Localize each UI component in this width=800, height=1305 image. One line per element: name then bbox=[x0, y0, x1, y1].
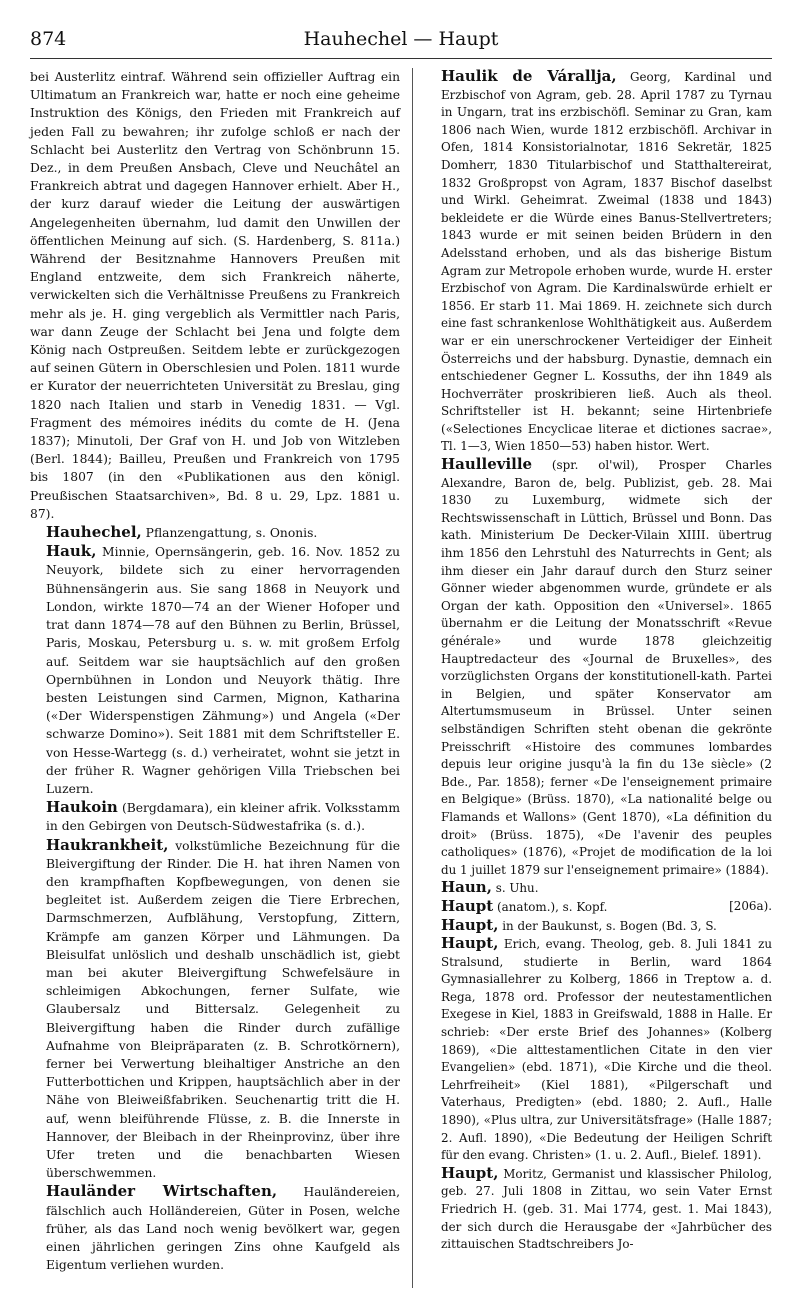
headword: Hauländer Wirtschaften, bbox=[46, 1182, 278, 1201]
entry-haukrankheit bbox=[30, 836, 400, 1183]
entry-text: Moritz, Germanist und klassischer Philolog, geb. 27. Juli 1808 in Zittau, wo sein Vater Ernst Friedrich H. (geb. 31. Mai 1774, gest. 1. Mai 1843), der sich durch die Herausgabe der «Jahrbücher des zittauischen Stadtschreibers Jo- bbox=[441, 1166, 772, 1252]
headword: Hauhechel, bbox=[46, 523, 142, 542]
headword: Haupt, bbox=[441, 1163, 499, 1182]
entry-haulleville bbox=[425, 456, 772, 879]
entry-hauk bbox=[30, 542, 400, 798]
headword: Haupt, bbox=[441, 934, 499, 953]
left-column bbox=[30, 68, 400, 1274]
entry-text: Minnie, Opernsängerin, geb. 16. Nov. 1852 zu Neuyork, bildete sich zu einer hervorragenden Bühnensängerin aus. Sie sang 1868 in Neuyork und London, wirkte 1870—74 an der Wiener Hofoper und trat dann 1874—78 auf den Bühnen zu Berlin, Brüssel, Paris, Moskau, Petersburg u. s. w. mit großem Erfolg auf. Seitdem war sie hauptsächlich auf den großen Opernbühnen in London und Neuyork thätig. Ihre besten Leistungen sind Carmen, Mignon, Katharina («Der Widerspenstigen Zähmung») und Angela («Der schwarze Domino»). Seit 1881 mit dem Schriftsteller E. von Hesse-Wartegg (s. d.) verheiratet, wohnt sie jetzt in der früher R. Wagner gehörigen Villa Triebschen bei Luzern. bbox=[46, 545, 400, 796]
running-title: Hauhechel — Haupt bbox=[303, 28, 499, 50]
headword: Haukoin bbox=[46, 798, 118, 817]
headword: Haun, bbox=[441, 878, 492, 897]
headword: Haupt, bbox=[441, 915, 499, 934]
entry-text: Hauländereien, fälschlich auch Holländereien, Güter in Posen, welche früher, als das Land noch wenig bevölkert war, gegen einen jährlichen geringen Zins ohne Kaufgeld als Eigentum verliehen wurden. bbox=[46, 1185, 400, 1273]
entry-haun bbox=[425, 879, 772, 898]
page-number: 874 bbox=[30, 28, 67, 50]
entry-haulaender-wirtschaften bbox=[30, 1182, 400, 1274]
headword: Hauk, bbox=[46, 542, 97, 561]
entry-haupt-anatom bbox=[425, 898, 772, 917]
headword: Haupt bbox=[441, 896, 494, 915]
entry-hauhechel bbox=[30, 523, 400, 542]
right-column bbox=[425, 68, 772, 1254]
entry-haupt-moritz bbox=[425, 1165, 772, 1254]
headword: Haulik de Várallja, bbox=[441, 67, 617, 85]
entry-text: (spr. ol'wil), Prosper Charles Alexandre, Baron de, belg. Publizist, geb. 28. Mai 1830 zu Luxemburg, widmete sich der Rechtswissenschaft in Lüttich, Brüssel und Bonn. Das kath. Ministerium De Decker-Vilain XIIII. übertrug ihm 1856 den Lehrstuhl des Naturrechts in Gent; als ihm dieser ein Jahr darauf durch den Sturz seiner Gönner wieder abgenommen wurde, gründete er als Organ der kath. Opposition den «Universel». 1865 übernahm er die Leitung der Monatsschrift «Revue générale» und wurde 1878 gleichzeitig Hauptredacteur des «Journal de Bruxelles», des vorzüglichsten Organs der konstitutionell-kath. Partei in Belgien, und später Konservator am Altertumsmuseum in Brüssel. Unter seinen selbständigen Schriften steht obenan die gekrönte Preisschrift «Histoire des communes lombardes depuis leur origine jusqu'à la fin du 13e siècle» (2 Bde., Par. 1858); ferner «De l'enseignement primaire en Belgique» (Brüss. 1870), «La nationalité belge ou Flamands et Wallons» (Gent 1870), «La définition du droit» (Brüss. 1875), «De l'avenir des peuples catholiques» (1876), «Projet de modification de la loi du 1 juillet 1879 sur l'enseignement primaire» (1884). bbox=[441, 458, 773, 877]
entry-text: (anatom.), s. Kopf. bbox=[497, 899, 608, 914]
entry-text: in der Baukunst, s. Bogen (Bd. 3, S. bbox=[502, 918, 717, 933]
entry-text: Georg, Kardinal und Erzbischof von Agram, geb. 28. April 1787 zu Tyrnau in Ungarn, trat ins erzbischöfl. Seminar zu Gran, kam 1806 nach Wien, wurde 1812 erzbischöfl. Archivar in Ofen, 1814 Konsistorialnotar, 1816 Sekretär, 1825 Domherr, 1830 Titularbischof und Statthaltereirat, 1832 Großpropst von Agram, 1837 Bischof daselbst und Wirkl. Geheimrat. Zweimal (1838 und 1843) bekleidete er die Würde eines Banus-Stellvertreters; 1843 wurde er mit seinen beiden Brüdern in den Adelsstand erhoben, und als das bisherige Bistum Agram zur Metropole erhoben wurde, wurde H. erster Erzbischof von Agram. Die Kardinalswürde erhielt er 1856. Er starb 11. Mai 1869. H. zeichnete sich durch eine fast schrankenlose Wohlthätigkeit aus. Außerdem war er ein unerschrockener Verteidiger der Einheit Österreichs und der habsburg. Dynastie, demnach ein entschiedener Gegner L. Kossuths, der ihn 1849 als Hochverräter proskribieren ließ. Auch als theol. Schriftsteller ist H. bekannt; seine Hirtenbriefe («Selectiones Encyclicae literae et dictiones sacrae», Tl. 1—3, Wien 1850—53) haben histor. Wert. bbox=[441, 70, 772, 454]
entry-text: volkstümliche Bezeichnung für die Bleivergiftung der Rinder. Die H. hat ihren Namen von den krampfhaften Kopfbewegungen, von denen sie begleitet ist. Außerdem zeigen die Tiere Erbrechen, Darmschmerzen, Aufblähung, Verstopfung, Zittern, Krämpfe am ganzen Körper und Lähmungen. Da Bleisulfat unlöslich und deshalb unschädlich ist, giebt man bei akuter Bleivergiftung Schwefelsäure in schleimigen Abkochungen, ferner Sulfate, wie Glaubersalz und Bittersalz. Gelegenheit zu Bleivergiftung haben die Rinder durch zufällige Aufnahme von Bleipräparaten (z. B. Schrotkörnern), ferner bei Verwertung bleihaltiger Anstriche an den Futterbottichen und Krippen, hauptsächlich aber in der Nähe von Bleiweißfabriken. Seuchenartig tritt die H. auf, wenn bleiführende Flüsse, z. B. die Innerste in Hannover, der Bleibach in der Rheinprovinz, über ihre Ufer treten und die benachbarten Wiesen überschwemmen. bbox=[46, 838, 400, 1181]
entry-haulik bbox=[425, 68, 772, 456]
entry-text: s. Uhu. bbox=[495, 881, 539, 896]
entry-haupt-erich bbox=[425, 935, 772, 1165]
entry-continued-text: bei Austerlitz eintraf. Während sein offizieller Auftrag ein Ultimatum an Frankreich war, hatte er noch eine geheime Instruktion des Königs, den Frieden mit Frankreich auf jeden Fall zu bewahren; ihr zufolge schloß er nach der Schlacht bei Austerlitz den Vertrag von Schönbrunn 15. Dez., in dem Preußen Ansbach, Cleve und Neuchâtel an Frankreich abtrat und dagegen Hannover erhielt. Aber H., der kurz darauf wieder die Leitung der auswärtigen Angelegenheiten übernahm, lud damit den Unwillen der öffentlichen Meinung auf sich. (S. Hardenberg, S. 811a.) Während der Besitznahme Hannovers Preußen mit England entzweite, dem sich Frankreich näherte, verwickelten sich die Verhältnisse Preußens zu Frankreich mehr als je. H. ging vergeblich als Vermittler nach Paris, war dann Zeuge der Schlacht bei Jena und folgte dem König nach Ostpreußen. Seitdem lebte er zurückgezogen auf seinen Gütern in Oberschlesien und Polen. 1811 wurde er Kurator der neuerrichteten Universität zu Breslau, ging 1820 nach Italien und starb in Venedig 1831. — Vgl. Fragment des mémoires inédits du comte de H. (Jena 1837); Minutoli, Der Graf von H. und Job von Witzleben (Berl. 1844); Bailleu, Preußen und Frankreich von 1795 bis 1807 (in den «Publikationen aus den königl. Preußischen Staatsarchiven», Bd. 8 u. 29, Lpz. 1881 u. 87). bbox=[30, 70, 400, 521]
page-header bbox=[30, 22, 772, 59]
entry-haupt-baukunst bbox=[425, 917, 772, 936]
column-divider bbox=[412, 68, 413, 1288]
carryover-reference: [206a). bbox=[729, 898, 772, 913]
headword: Haukrankheit, bbox=[46, 835, 169, 854]
entry-text: Pflanzengattung, s. Ononis. bbox=[145, 526, 318, 541]
entry-haukoin bbox=[30, 798, 400, 835]
entry-text: (Bergdamara), ein kleiner afrik. Volksstamm in den Gebirgen von Deutsch-Südwestafrika (s. d.). bbox=[46, 801, 400, 834]
headword: Haulleville bbox=[441, 455, 533, 474]
entry-text: Erich, evang. Theolog, geb. 8. Juli 1841 zu Stralsund, studierte in Berlin, ward 1864 Gymnasiallehrer zu Kolberg, 1866 in Treptow a. d. Rega, 1878 ord. Professor der neutestamentlichen Exegese in Kiel, 1883 in Greifswald, 1888 in Halle. Er schrieb: «Der erste Brief des Johannes» (Kolberg 1869), «Die alttestamentlichen Citate in den vier Evangelien» (ebd. 1871), «Die Kirche und die theol. Lehrfreiheit» (Kiel 1881), «Pilgerschaft und Vaterhaus, Predigten» (ebd. 1880; 2. Aufl., Halle 1890), «Plus ultra, zur Universitätsfrage» (Halle 1887; 2. Aufl. 1890), «Die Bedeutung der Heiligen Schrift für den evang. Christen» (1. u. 2. Aufl., Bielef. 1891). bbox=[441, 937, 773, 1163]
